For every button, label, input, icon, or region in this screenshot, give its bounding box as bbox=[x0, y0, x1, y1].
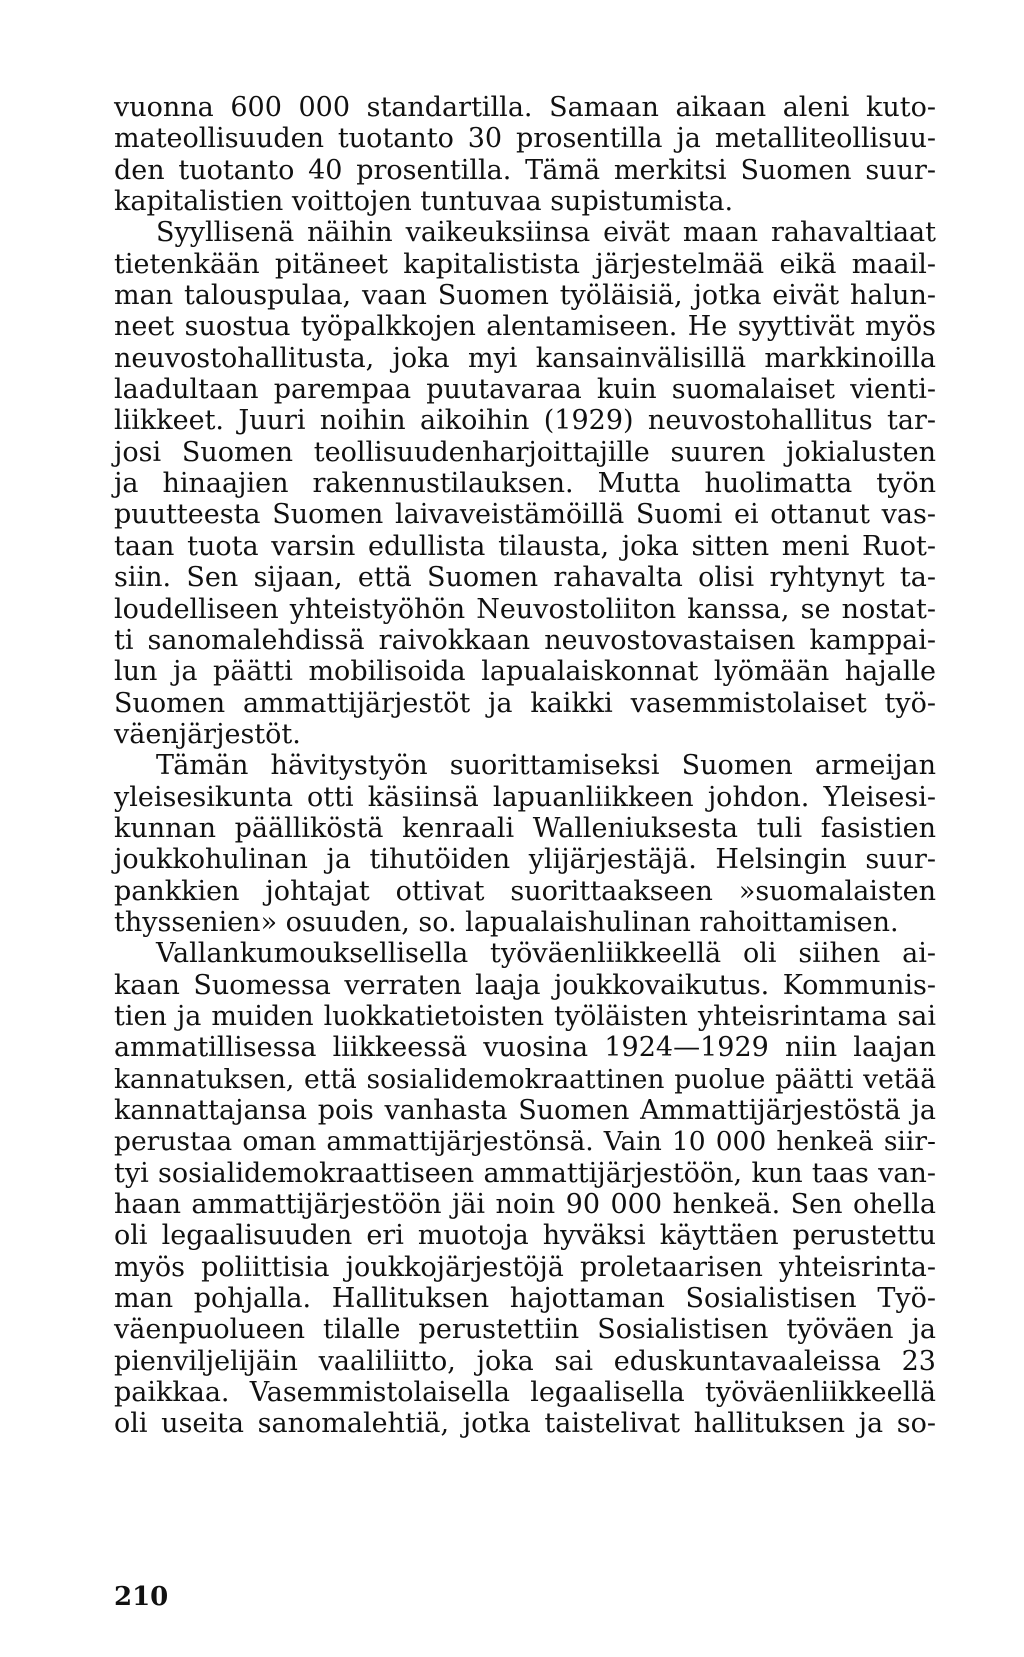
page-body bbox=[114, 92, 936, 1440]
text-line: thyssenien» osuuden, so. lapualaishulinan rahoittamisen. bbox=[114, 906, 899, 938]
text-line: väenpuolueen tilalle perustettiin Sosialistisen työväen ja bbox=[114, 1314, 936, 1346]
text-line: siin. Sen sijaan, että Suomen rahavalta olisi ryhtynyt ta- bbox=[114, 562, 936, 594]
text-line: haan ammattijärjestöön jäi noin 90 000 henkeä. Sen ohella bbox=[114, 1189, 936, 1221]
text-line: neet suostua työpalkkojen alentamiseen. He syyttivät myös bbox=[114, 311, 936, 343]
text-line: väenjärjestöt. bbox=[114, 718, 301, 750]
text-line: den tuotanto 40 prosentilla. Tämä merkitsi Suomen suur- bbox=[114, 154, 936, 186]
text-line: laadultaan parempaa puutavaraa kuin suomalaiset vienti- bbox=[114, 374, 936, 406]
text-line: kannatuksen, että sosialidemokraattinen puolue päätti vetää bbox=[114, 1063, 936, 1095]
page-number: 210 bbox=[114, 1582, 169, 1612]
text-line: pienviljelijäin vaaliliitto, joka sai eduskuntavaaleissa 23 bbox=[114, 1345, 936, 1377]
text-line: Tämän hävitystyön suorittamiseksi Suomen armeijan bbox=[156, 750, 936, 782]
text-line: perustaa oman ammattijärjestönsä. Vain 10 000 henkeä siir- bbox=[114, 1126, 936, 1158]
text-line: liikkeet. Juuri noihin aikoihin (1929) neuvostohallitus tar- bbox=[114, 405, 936, 437]
text-line: tyi sosialidemokraattiseen ammattijärjestöön, kun taas van- bbox=[114, 1157, 936, 1189]
text-line: vuonna 600 000 standartilla. Samaan aikaan aleni kuto- bbox=[114, 92, 936, 123]
text-line: ja hinaajien rakennustilauksen. Mutta huolimatta työn bbox=[114, 468, 936, 500]
text-line: josi Suomen teollisuudenharjoittajille suuren jokialusten bbox=[114, 436, 936, 468]
text-line: neuvostohallitusta, joka myi kansainvälisillä markkinoilla bbox=[114, 342, 936, 374]
text-line: kaan Suomessa verraten laaja joukkovaikutus. Kommunis- bbox=[114, 969, 936, 1001]
text-line: mateollisuuden tuotanto 30 prosentilla ja metalliteollisuu- bbox=[114, 123, 936, 155]
text-line: man talouspulaa, vaan Suomen työläisiä, jotka eivät halun- bbox=[114, 280, 936, 312]
text-line: lun ja päätti mobilisoida lapualaiskonnat lyömään hajalle bbox=[114, 656, 936, 688]
text-line: loudelliseen yhteistyöhön Neuvostoliiton kanssa, se nostat- bbox=[114, 593, 936, 625]
text-line: ti sanomalehdissä raivokkaan neuvostovastaisen kamppai- bbox=[114, 624, 936, 656]
text-line: kapitalistien voittojen tuntuvaa supistumista. bbox=[114, 186, 734, 218]
text-line: kunnan päälliköstä kenraali Walleniuksesta tuli fasistien bbox=[114, 812, 936, 844]
text-line: Suomen ammattijärjestöt ja kaikki vasemmistolaiset työ- bbox=[114, 687, 936, 719]
text-line: joukkohulinan ja tihutöiden ylijärjestäjä. Helsingin suur- bbox=[114, 844, 936, 876]
text-line: Vallankumouksellisella työväenliikkeellä oli siihen ai- bbox=[156, 938, 936, 970]
text-line: ammatillisessa liikkeessä vuosina 1924—1929 niin laajan bbox=[114, 1032, 936, 1064]
text-line: myös poliittisia joukkojärjestöjä proletaarisen yhteisrinta- bbox=[114, 1251, 936, 1283]
text-line: man pohjalla. Hallituksen hajottaman Sosialistisen Työ- bbox=[114, 1283, 936, 1315]
text-line: taan tuota varsin edullista tilausta, joka sitten meni Ruot- bbox=[114, 530, 936, 562]
text-line: yleisesikunta otti käsiinsä lapuanliikkeen johdon. Yleisesi- bbox=[114, 781, 936, 813]
text-line: paikkaa. Vasemmistolaisella legaalisella työväenliikkeellä bbox=[114, 1377, 936, 1409]
text-line: tien ja muiden luokkatietoisten työläisten yhteisrintama sai bbox=[114, 1000, 936, 1032]
text-line: oli useita sanomalehtiä, jotka taistelivat hallituksen ja so- bbox=[114, 1408, 936, 1440]
text-line: oli legaalisuuden eri muotoja hyväksi käyttäen perustettu bbox=[114, 1220, 936, 1252]
text-line: pankkien johtajat ottivat suorittaakseen »suomalaisten bbox=[114, 875, 936, 907]
text-line: tietenkään pitäneet kapitalistista järjestelmää eikä maail- bbox=[114, 248, 936, 280]
text-line: kannattajansa pois vanhasta Suomen Ammattijärjestöstä ja bbox=[114, 1095, 936, 1126]
text-line: puutteesta Suomen laivaveistämöillä Suomi ei ottanut vas- bbox=[114, 499, 936, 531]
text-line: Syyllisenä näihin vaikeuksiinsa eivät maan rahavaltiaat bbox=[156, 217, 936, 249]
